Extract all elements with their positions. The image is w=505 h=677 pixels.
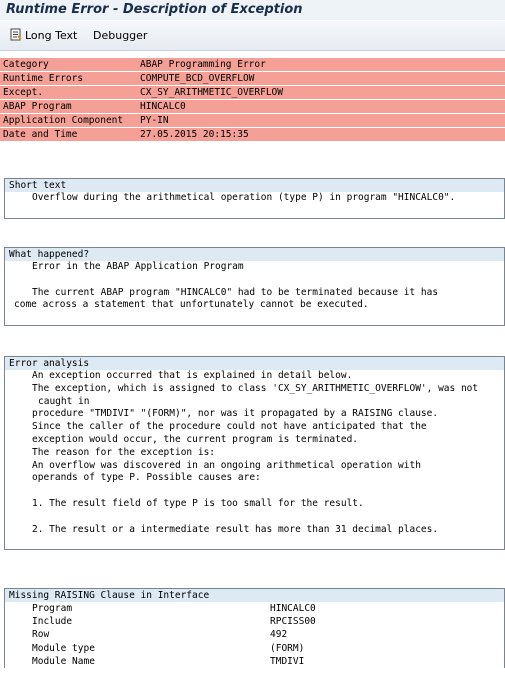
text-line: come across a statement that unfortunately cannot be executed. <box>14 299 369 311</box>
detail-value: RPCISS00 <box>270 616 316 628</box>
text-line: An exception occurred that is explained in detail below. <box>32 370 353 381</box>
detail-value: TMDIVI <box>270 655 305 667</box>
header-row-runtime-errors <box>0 72 505 86</box>
window-title: Runtime Error - Description of Exception <box>6 2 303 17</box>
detail-key: Include <box>32 616 73 628</box>
detail-row-module-type <box>5 642 504 655</box>
header-value: CX_SY_ARITHMETIC_OVERFLOW <box>140 87 283 98</box>
header-value: ABAP Programming Error <box>140 59 266 70</box>
error-header-table <box>0 58 505 142</box>
text-line: Error in the ABAP Application Program <box>32 261 244 272</box>
header-label: Except. <box>3 87 44 98</box>
detail-row-row <box>5 628 504 641</box>
header-row-application-component <box>0 114 505 128</box>
text-line: procedure "TMDIVI" "(FORM)", nor was it propagated by a RAISING clause. <box>32 408 439 420</box>
detail-row-program <box>5 602 504 615</box>
detail-value: HINCALC0 <box>270 603 316 614</box>
text-line: The exception, which is assigned to class 'CX_SY_ARITHMETIC_OVERFLOW', was not <box>32 382 479 394</box>
missing-raising-section <box>4 588 505 668</box>
detail-row-module-name <box>5 655 504 668</box>
debugger-label: Debugger <box>93 29 148 42</box>
detail-key: Module type <box>32 642 95 654</box>
header-row-abap-program <box>0 100 505 114</box>
header-label: Date and Time <box>3 129 78 140</box>
section-title: Short text <box>5 179 504 192</box>
text-line: exception would occur, the current program is terminated. <box>32 433 359 445</box>
text-line: 1. The result field of type P is too small for the result. <box>32 497 364 509</box>
header-value: COMPUTE_BCD_OVERFLOW <box>140 73 255 84</box>
detail-key: Program <box>32 603 73 614</box>
section-title: What happened? <box>5 248 504 261</box>
detail-value: 492 <box>270 629 288 641</box>
detail-value: (FORM) <box>270 642 305 654</box>
header-label: Category <box>3 59 49 70</box>
header-value: 27.05.2015 20:15:35 <box>140 129 249 140</box>
section-title: Missing RAISING Clause in Interface <box>5 589 504 602</box>
detail-key: Row <box>32 629 50 641</box>
section-title: Error analysis <box>5 357 504 370</box>
header-row-category <box>0 58 505 72</box>
long-text-label: Long Text <box>25 29 78 42</box>
header-label: Runtime Errors <box>3 73 84 84</box>
document-icon <box>9 28 22 46</box>
text-line: operands of type P. Possible causes are: <box>32 472 261 484</box>
error-analysis-section <box>4 356 505 550</box>
detail-key: Module Name <box>32 655 95 667</box>
what-happened-section <box>4 247 505 326</box>
header-label: ABAP Program <box>3 101 72 112</box>
text-line: caught in <box>38 395 90 407</box>
text-line: 2. The result or a intermediate result has more than 31 decimal places. <box>32 523 439 535</box>
header-value: PY-IN <box>140 115 169 126</box>
text-line: The reason for the exception is: <box>32 446 216 458</box>
header-label: Application Component <box>3 115 124 126</box>
title-bar <box>0 0 505 20</box>
detail-row-include <box>5 615 504 628</box>
toolbar <box>0 21 505 51</box>
text-line: An overflow was discovered in an ongoing arithmetical operation with <box>32 459 421 471</box>
long-text-button[interactable] <box>9 27 77 44</box>
debugger-button[interactable] <box>93 27 147 44</box>
short-text-section <box>4 178 505 219</box>
short-text-content: Overflow during the arithmetical operation (type P) in program "HINCALC0". <box>32 192 456 203</box>
header-row-except <box>0 86 505 100</box>
text-line: Since the caller of the procedure could not have anticipated that the <box>32 421 427 433</box>
header-row-date-time <box>0 128 505 142</box>
header-value: HINCALC0 <box>140 101 186 112</box>
text-line: The current ABAP program "HINCALC0" had to be terminated because it has <box>32 286 439 298</box>
